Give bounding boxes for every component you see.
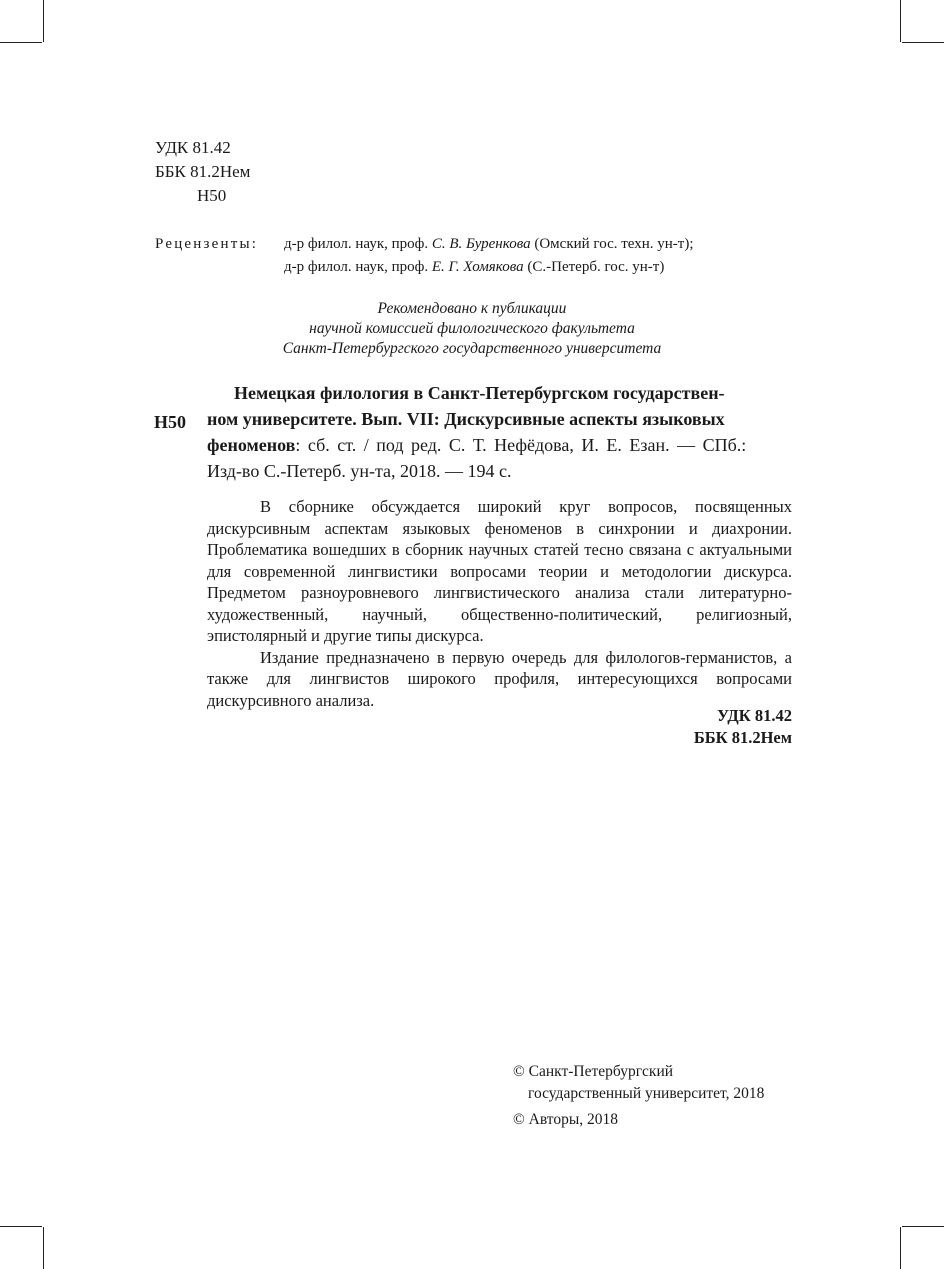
bib-title-line-1: Немецкая филология в Санкт-Петербургском государствен-: [234, 383, 725, 403]
author-mark: Н50: [197, 186, 227, 205]
crop-mark-bottom-right-v: [900, 1227, 901, 1269]
crop-mark-bottom-left-h: [0, 1226, 42, 1227]
crop-mark-top-right-h: [902, 42, 944, 43]
reviewer-1-name: С. В. Буренкова: [431, 236, 531, 252]
bib-editors: : сб. ст. / под ред. С. Т. Нефёдова, И. Е. Езан. — СПб.:: [295, 435, 747, 455]
recommendation-line-3: Санкт-Петербургского государственного университета: [282, 340, 662, 357]
recommendation-line-1: Рекомендовано к публикации: [377, 300, 567, 317]
reviewers-label: Рецензенты:: [155, 236, 259, 252]
bib-title-end: феноменов: [207, 435, 296, 455]
crop-mark-bottom-left-v: [43, 1227, 44, 1269]
reviewer-2-affiliation: (С.-Петерб. гос. ун-т): [523, 259, 665, 275]
reviewer-2: [284, 256, 694, 279]
crop-mark-top-right-v: [900, 0, 901, 42]
bibliographic-entry: [207, 380, 792, 484]
copyright-university-line-1: © Санкт-Петербургский: [513, 1063, 674, 1080]
reviewers-label-block: [155, 233, 258, 256]
annotation-paragraph-1: В сборнике обсуждается широкий круг вопросов, посвященных дискурсивным аспектам языковых феноменов в синхронии и диахронии. Проблематика вошедших в сборник научных статей тесно связана с актуальными для современной лингвистики вопросами теории и методологии дискурса. Предметом разноуровневого лингвистического анализа стали литературно-художественный, научный, общественно-политический, религиозный, эпистолярный и другие типы дискурса.: [207, 497, 792, 645]
bib-publisher-line: Изд-во С.-Петерб. ун-та, 2018. — 194 с.: [207, 461, 512, 481]
recommendation-line-2: научной комиссией филологического факультета: [309, 320, 635, 337]
reviewer-1-affiliation: (Омский гос. техн. ун-т);: [530, 236, 694, 252]
final-udk: УДК 81.42: [716, 706, 792, 725]
copyright-authors: © Авторы, 2018: [513, 1111, 619, 1128]
reviewer-2-name: Е. Г. Хомякова: [431, 259, 524, 275]
bib-line-3: [207, 432, 792, 458]
final-codes: [207, 705, 792, 749]
reviewer-2-degree: д-р филол. наук, проф.: [284, 259, 432, 275]
bib-title-line-2: ном университете. Вып. VII: Дискурсивные аспекты языковых: [207, 409, 725, 429]
reviewer-1-degree: д-р филол. наук, проф.: [284, 236, 432, 252]
crop-mark-bottom-right-h: [902, 1226, 944, 1227]
classification-codes: [155, 136, 250, 208]
recommendation: [0, 299, 944, 359]
bib-author-mark: Н50: [154, 412, 187, 432]
udk-code: УДК 81.42: [155, 138, 231, 157]
annotation: [207, 496, 792, 711]
crop-mark-top-left-v: [43, 0, 44, 42]
reviewer-1: [284, 233, 694, 256]
reviewers-list: [284, 233, 694, 279]
crop-mark-top-left-h: [0, 42, 42, 43]
copyright-block: [513, 1061, 764, 1131]
annotation-paragraph-2: Издание предназначено в первую очередь для филологов-германистов, а также для лингвистов широкого профиля, интересующихся вопросами дискурсивного анализа.: [207, 647, 792, 710]
final-bbk: ББК 81.2Нем: [693, 728, 792, 747]
bbk-code: ББК 81.2Нем: [155, 162, 251, 181]
copyright-university-line-2: государственный университет, 2018: [528, 1085, 765, 1102]
